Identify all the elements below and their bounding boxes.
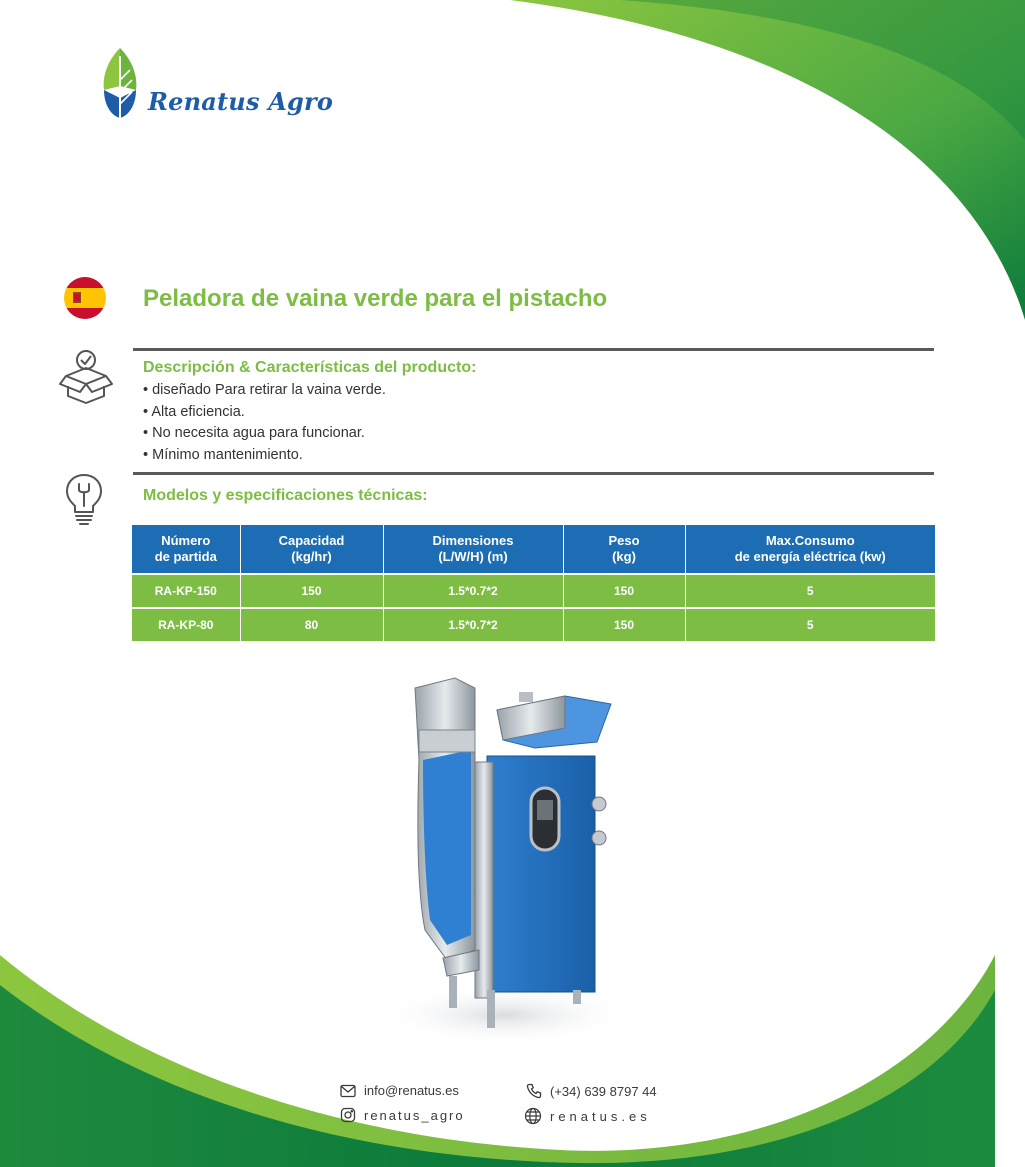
table-row	[132, 574, 935, 608]
column-header: Peso (kg)	[563, 525, 685, 574]
feature-item: • diseñado Para retirar la vaina verde.	[143, 380, 386, 402]
globe-icon	[524, 1107, 542, 1125]
table-cell: 80	[240, 608, 383, 641]
instagram-text: renatus_agro	[364, 1107, 465, 1123]
specs-heading: Modelos y especificaciones técnicas:	[143, 487, 428, 504]
section-divider	[133, 472, 934, 475]
column-header: Número de partida	[132, 525, 240, 574]
brand-logo	[98, 46, 333, 120]
website-text: renatus.es	[550, 1108, 651, 1124]
table-cell: RA-KP-150	[132, 574, 240, 608]
contact-email[interactable]	[340, 1083, 459, 1098]
package-check-icon	[56, 348, 116, 411]
table-cell: 150	[563, 608, 685, 641]
column-header: Capacidad (kg/hr)	[240, 525, 383, 574]
feature-item: • No necesita agua para funcionar.	[143, 423, 386, 445]
section-divider	[133, 348, 934, 351]
product-image	[375, 670, 635, 1055]
leaf-logo-icon	[98, 46, 142, 120]
contact-website[interactable]	[524, 1107, 651, 1125]
table-cell: 150	[563, 574, 685, 608]
email-text: info@renatus.es	[364, 1083, 459, 1098]
contact-phone[interactable]	[526, 1083, 657, 1099]
column-header: Max.Consumo de energía eléctrica (kw)	[685, 525, 935, 574]
envelope-icon	[340, 1084, 356, 1098]
table-row	[132, 608, 935, 641]
description-heading: Descripción & Características del producto:	[143, 359, 477, 376]
brand-name: Renatus Agro	[148, 87, 334, 116]
phone-icon	[526, 1083, 542, 1099]
table-cell: 5	[685, 574, 935, 608]
spain-flag-icon	[64, 277, 106, 319]
feature-item: • Mínimo mantenimiento.	[143, 445, 386, 467]
contact-instagram[interactable]	[340, 1107, 465, 1123]
features-list	[143, 380, 386, 466]
product-title: Peladora de vaina verde para el pistacho	[143, 285, 608, 312]
lightbulb-wrench-icon	[64, 472, 104, 533]
table-cell: 1.5*0.7*2	[383, 608, 563, 641]
specs-table	[132, 525, 935, 641]
table-cell: 150	[240, 574, 383, 608]
table-cell: 1.5*0.7*2	[383, 574, 563, 608]
table-cell: 5	[685, 608, 935, 641]
phone-text: (+34) 639 8797 44	[550, 1083, 657, 1099]
table-header-row	[132, 525, 935, 574]
table-cell: RA-KP-80	[132, 608, 240, 641]
feature-item: • Alta eficiencia.	[143, 402, 386, 424]
instagram-icon	[340, 1107, 356, 1123]
column-header: Dimensiones (L/W/H) (m)	[383, 525, 563, 574]
